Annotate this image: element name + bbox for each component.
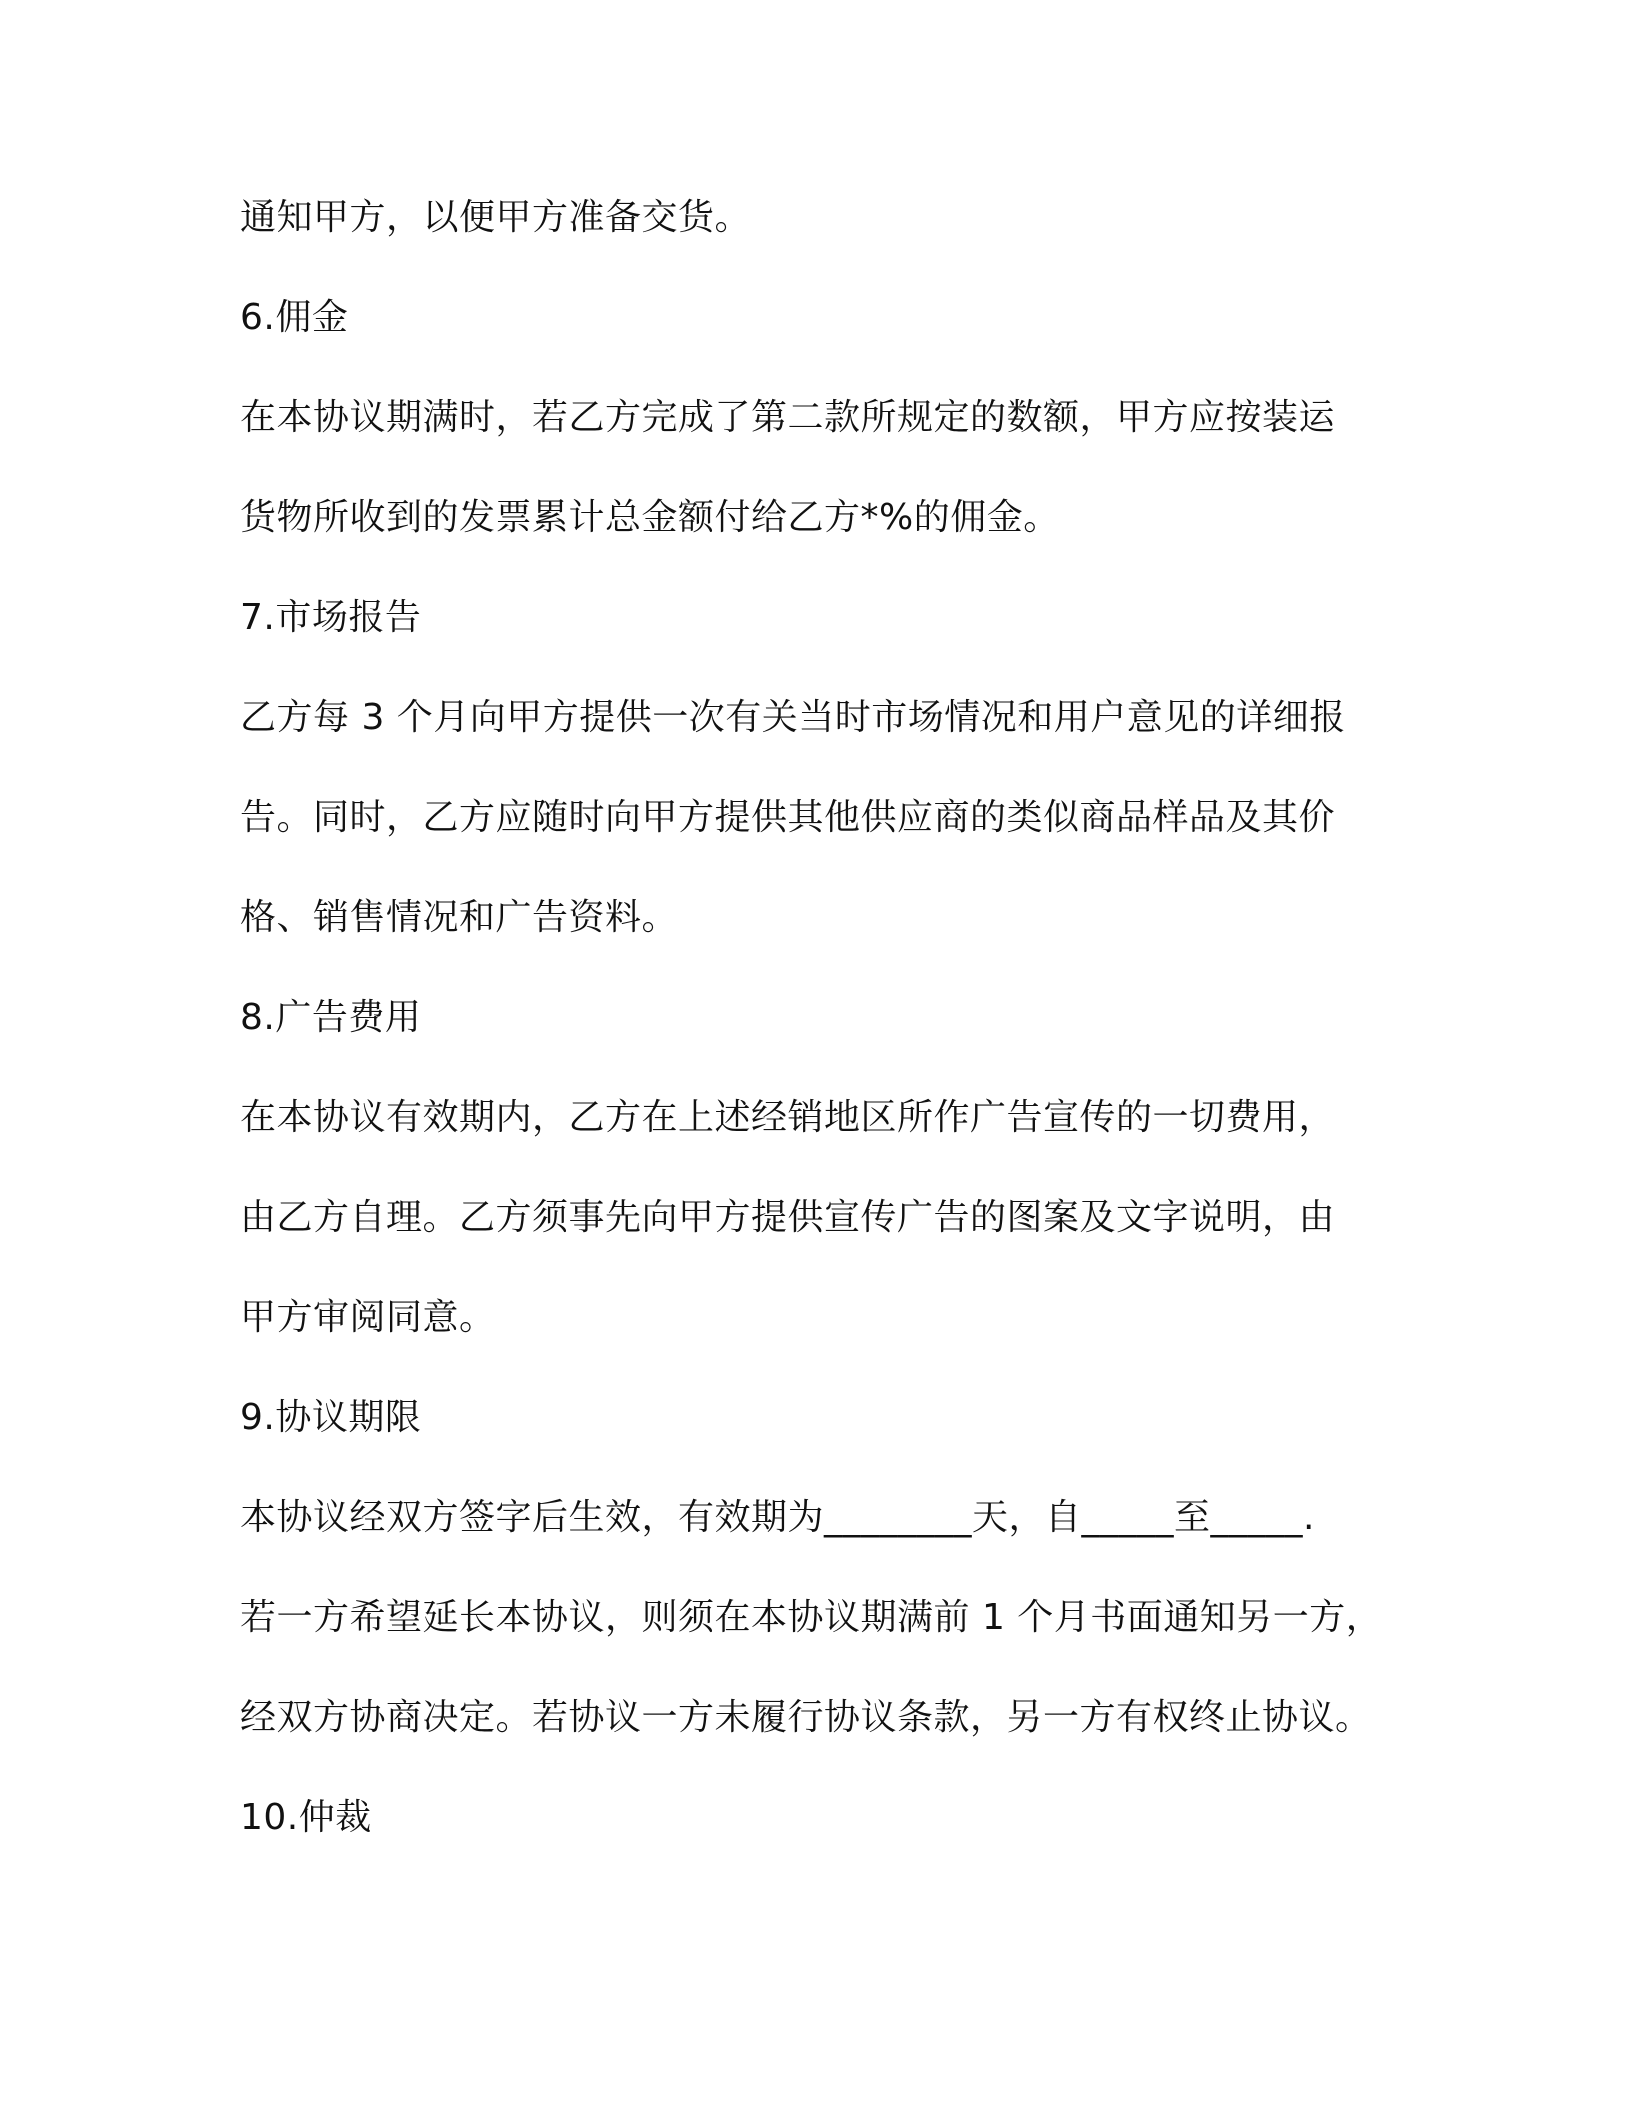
- body-text-line: 通知甲方，以便甲方准备交货。: [240, 197, 752, 238]
- body-text-line: 由乙方自理。乙方须事先向甲方提供宣传广告的图案及文字说明，由: [240, 1197, 1336, 1238]
- section-heading-advertising-cost: 8.广告费用: [240, 997, 422, 1038]
- body-text-line: 货物所收到的发票累计总金额付给乙方*%的佣金。: [240, 497, 1060, 538]
- body-text-line: 甲方审阅同意。: [240, 1297, 496, 1338]
- section-heading-arbitration: 10.仲裁: [240, 1797, 372, 1838]
- body-text-line: 格、销售情况和广告资料。: [240, 897, 679, 938]
- body-text-line: 若一方希望延长本协议，则须在本协议期满前 1 个月书面通知另一方，: [240, 1597, 1383, 1638]
- section-heading-agreement-term: 9.协议期限: [240, 1397, 422, 1438]
- body-text-line: 经双方协商决定。若协议一方未履行协议条款，另一方有权终止协议。: [240, 1697, 1372, 1738]
- body-text-line: 告。同时，乙方应随时向甲方提供其他供应商的类似商品样品及其价: [240, 797, 1336, 838]
- body-text-line: 本协议经双方签字后生效，有效期为________天，自_____至_____.: [240, 1497, 1315, 1538]
- section-heading-commission: 6.佣金: [240, 297, 349, 338]
- body-text-line: 在本协议期满时，若乙方完成了第二款所规定的数额，甲方应按装运: [240, 397, 1336, 438]
- section-heading-market-report: 7.市场报告: [240, 597, 422, 638]
- body-text-line: 在本协议有效期内，乙方在上述经销地区所作广告宣传的一切费用，: [240, 1097, 1336, 1138]
- body-text-line: 乙方每 3 个月向甲方提供一次有关当时市场情况和用户意见的详细报: [240, 697, 1346, 738]
